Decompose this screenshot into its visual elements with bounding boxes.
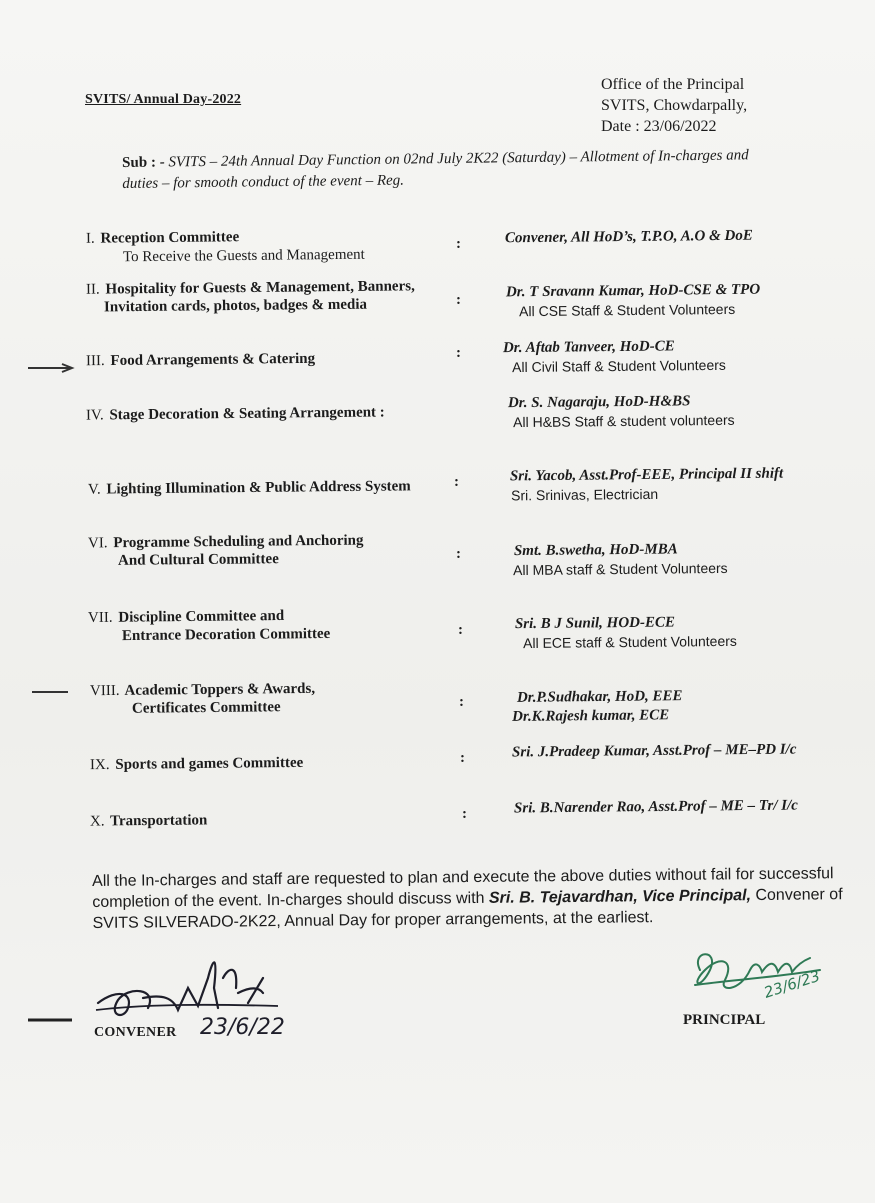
committee-incharge: [515, 613, 737, 653]
committee-number: VII.: [87, 609, 113, 627]
committee-title-line-2: Entrance Decoration Committee: [121, 625, 331, 645]
committee-number: VI.: [87, 535, 108, 552]
committee-incharge: [505, 227, 753, 249]
committee-title: [88, 476, 411, 499]
incharge-head: Dr. S. Nagaraju, HoD-H&BS: [507, 393, 691, 412]
incharge-staff: All MBA staff & Student Volunteers: [513, 559, 728, 579]
committee-title: [86, 402, 385, 425]
committee-number: IV.: [85, 407, 104, 424]
committee-incharge: [508, 392, 735, 432]
colon-separator: :: [456, 546, 461, 562]
committee-title-line-2: And Cultural Committee: [117, 551, 279, 569]
incharge-staff: Dr.K.Rajesh kumar, ECE: [512, 707, 670, 725]
colon-separator: :: [462, 806, 467, 822]
subject-line: [122, 145, 782, 195]
closing-paragraph: [92, 863, 845, 934]
incharge-head: Sri. J.Pradeep Kumar, Asst.Prof – ME–PD I/c: [511, 741, 797, 761]
committee-number: VIII.: [89, 682, 120, 700]
subject-label: Sub : -: [122, 154, 165, 171]
margin-arrow-mark: [28, 1014, 78, 1026]
subject-text: SVITS – 24th Annual Day Function on 02nd July 2K22 (Saturday) – Allotment of In-charges and duties – for smooth conduct of the event – Reg.: [122, 147, 749, 192]
committee-title-line-1: Discipline Committee and: [118, 607, 285, 626]
committee-title-line-1: Stage Decoration & Seating Arrangement :: [109, 404, 385, 424]
committee-title: [90, 810, 208, 831]
committee-title-line-1: Sports and games Committee: [115, 754, 304, 773]
committee-title-line-2: Invitation cards, photos, badges & media: [103, 296, 368, 316]
committee-title-line-1: Academic Toppers & Awards,: [124, 680, 316, 699]
colon-separator: :: [460, 750, 465, 766]
committee-number: II.: [85, 281, 100, 298]
document-date: Date : 23/06/2022: [601, 118, 717, 135]
colon-separator: :: [459, 694, 464, 710]
committee-title-line-1: Food Arrangements & Catering: [110, 350, 316, 369]
office-address: [601, 74, 747, 137]
committee-incharge: [514, 540, 728, 580]
committee-title: [86, 349, 315, 371]
colon-separator: :: [454, 474, 459, 490]
reference-number: SVITS/ Annual Day-2022: [85, 92, 242, 107]
colon-separator: :: [456, 345, 461, 361]
incharge-head: Sri. B.Narender Rao, Asst.Prof – ME – Tr/ I/c: [513, 797, 799, 817]
committee-title-line-1: Lighting Illumination & Public Address System: [106, 478, 411, 498]
committee-incharge: [512, 741, 797, 763]
committee-incharge: [512, 687, 683, 727]
principal-label: PRINCIPAL: [683, 1012, 766, 1028]
incharge-staff: All CSE Staff & Student Volunteers: [519, 300, 736, 320]
committee-title-line-1: Programme Scheduling and Anchoring: [113, 532, 364, 552]
convener-label: CONVENER: [94, 1025, 177, 1040]
incharge-head: Dr. Aftab Tanveer, HoD-CE: [502, 338, 675, 357]
committee-title-line-2: Certificates Committee: [131, 699, 281, 717]
committee-number: I.: [85, 230, 95, 247]
committee-number: V.: [87, 481, 101, 498]
closing-part-1: All the In-charges and staff are requested to plan and execute the above duties without fail for successful completion of the event. In-charges should discuss with: [92, 865, 834, 911]
committee-incharge: [506, 281, 761, 322]
incharge-head: Sri. Yacob, Asst.Prof-EEE, Principal II shift: [509, 465, 784, 485]
incharge-head: Convener, All HoD’s, T.P.O, A.O & DoE: [504, 227, 753, 247]
committee-number: X.: [89, 813, 105, 830]
office-line-1: Office of the Principal: [601, 76, 745, 93]
incharge-staff: All Civil Staff & Student Volunteers: [512, 356, 726, 376]
committee-incharge: [514, 797, 798, 819]
committee-title-line-1: Hospitality for Guests & Management, Banners,: [105, 278, 415, 298]
committee-title-line-1: Transportation: [109, 812, 208, 830]
committee-number: III.: [85, 353, 105, 370]
committee-title-line-1: Reception Committee: [100, 229, 240, 247]
office-line-2: SVITS, Chowdarpally,: [601, 97, 748, 114]
committee-number: IX.: [89, 756, 110, 774]
committee-title: [90, 753, 303, 775]
convener-handwritten-date: 23/6/22: [200, 1015, 285, 1038]
colon-separator: :: [456, 292, 461, 308]
principal-signature: [680, 930, 840, 1015]
committee-incharge: [510, 465, 784, 506]
incharge-staff: Sri. Srinivas, Electrician: [511, 485, 659, 504]
incharge-staff: All H&BS Staff & student volunteers: [513, 411, 735, 431]
incharge-head: Dr.P.Sudhakar, HoD, EEE: [516, 688, 683, 706]
closing-part-2: Convener of SVITS SILVERADO-2K22, Annual Day for proper arrangements, at the earliest.: [92, 886, 843, 932]
incharge-head: Dr. T Sravann Kumar, HoD-CSE & TPO: [505, 281, 761, 301]
margin-arrow-mark: [28, 362, 78, 374]
vice-principal-name: Sri. B. Tejavardhan, Vice Principal,: [488, 887, 752, 907]
incharge-staff: All ECE staff & Student Volunteers: [523, 632, 737, 652]
margin-arrow-mark: [32, 686, 72, 698]
incharge-head: Sri. B J Sunil, HOD-ECE: [514, 614, 676, 633]
colon-separator: :: [456, 236, 461, 252]
committee-incharge: [503, 337, 726, 377]
colon-separator: :: [458, 622, 463, 638]
principal-handwritten-date: 23/6/23: [761, 966, 823, 1002]
incharge-head: Smt. B.swetha, HoD-MBA: [513, 541, 678, 560]
committee-title-line-2: To Receive the Guests and Management: [122, 246, 365, 266]
